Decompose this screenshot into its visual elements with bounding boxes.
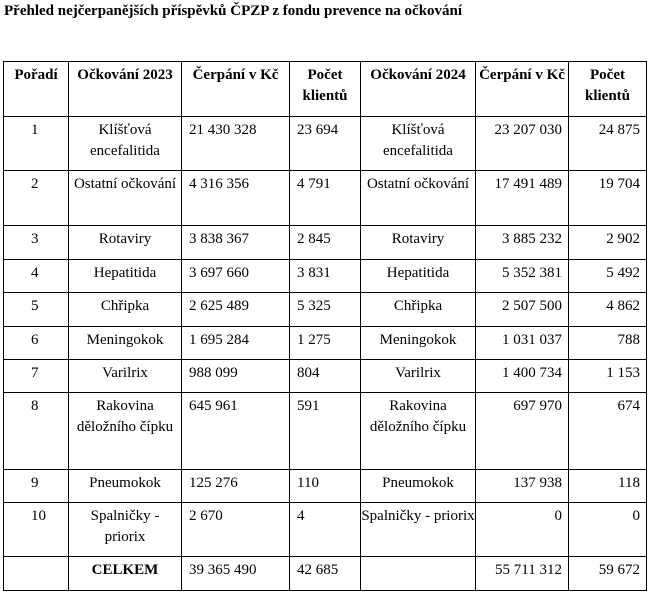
- rank-cell: 4: [4, 260, 69, 293]
- clients-2024-cell: 4 862: [569, 293, 647, 327]
- total-clients-2023: 42 685: [290, 557, 361, 591]
- clients-2024-cell: 674: [569, 393, 647, 470]
- rank-cell: 1: [4, 117, 69, 171]
- vacc-2024-cell: Spalničky - priorix: [361, 503, 476, 557]
- clients-2023-cell: 4: [290, 503, 361, 557]
- header-vacc-2024: Očkování 2024: [361, 62, 476, 117]
- vacc-2024-cell: Pneumokok: [361, 470, 476, 503]
- header-vacc-2023: Očkování 2023: [69, 62, 182, 117]
- draw-2024-cell: 2 507 500: [476, 293, 569, 327]
- draw-2023-cell: 4 316 356: [182, 171, 290, 226]
- vaccination-table: [3, 61, 647, 591]
- clients-2023-cell: 23 694: [290, 117, 361, 171]
- total-label: CELKEM: [69, 557, 182, 591]
- vacc-2024-cell: Varilrix: [361, 360, 476, 393]
- clients-2024-cell: 19 704: [569, 171, 647, 226]
- total-clients-2024: 59 672: [569, 557, 647, 591]
- total-vacc-2024-cell: [361, 557, 476, 591]
- clients-2024-cell: 788: [569, 327, 647, 360]
- draw-2024-cell: 3 885 232: [476, 226, 569, 260]
- clients-2023-cell: 110: [290, 470, 361, 503]
- vacc-2023-cell: Pneumokok: [69, 470, 182, 503]
- rank-cell: 3: [4, 226, 69, 260]
- clients-2024-cell: 1 153: [569, 360, 647, 393]
- rank-cell: 2: [4, 171, 69, 226]
- total-draw-2023: 39 365 490: [182, 557, 290, 591]
- vacc-2024-cell: Ostatní očkování: [361, 171, 476, 226]
- draw-2024-cell: 23 207 030: [476, 117, 569, 171]
- vacc-2023-cell: Chřipka: [69, 293, 182, 327]
- table-row: [4, 293, 647, 327]
- vacc-2024-cell: Rakovina děložního čípku: [361, 393, 476, 470]
- page-title: Přehled nejčerpanějších příspěvků ČPZP z fondu prevence na očkování: [4, 3, 463, 19]
- vacc-2023-cell: Rotaviry: [69, 226, 182, 260]
- clients-2023-cell: 804: [290, 360, 361, 393]
- clients-2023-cell: 591: [290, 393, 361, 470]
- vacc-2023-cell: Klíšťová encefalitida: [69, 117, 182, 171]
- vacc-2024-cell: Hepatitida: [361, 260, 476, 293]
- draw-2024-cell: 5 352 381: [476, 260, 569, 293]
- total-row: [4, 557, 647, 591]
- vacc-2023-cell: Varilrix: [69, 360, 182, 393]
- table-row: [4, 503, 647, 557]
- table-row: [4, 360, 647, 393]
- rank-cell: 9: [4, 470, 69, 503]
- table-row: [4, 226, 647, 260]
- rank-cell: 10: [4, 503, 69, 557]
- draw-2024-cell: 137 938: [476, 470, 569, 503]
- draw-2024-cell: 17 491 489: [476, 171, 569, 226]
- draw-2024-cell: 1 400 734: [476, 360, 569, 393]
- draw-2023-cell: 3 838 367: [182, 226, 290, 260]
- clients-2024-cell: 118: [569, 470, 647, 503]
- header-draw-2024: Čerpání v Kč: [476, 62, 569, 117]
- vacc-2023-cell: Ostatní očkování: [69, 171, 182, 226]
- draw-2023-cell: 125 276: [182, 470, 290, 503]
- header-clients-2024: Počet klientů: [569, 62, 647, 117]
- vacc-2023-cell: Rakovina děložního čípku: [69, 393, 182, 470]
- draw-2023-cell: 3 697 660: [182, 260, 290, 293]
- header-row: [4, 62, 647, 117]
- draw-2023-cell: 645 961: [182, 393, 290, 470]
- rank-cell: 7: [4, 360, 69, 393]
- vacc-2024-cell: Meningokok: [361, 327, 476, 360]
- table-row: [4, 393, 647, 470]
- clients-2023-cell: 5 325: [290, 293, 361, 327]
- draw-2024-cell: 0: [476, 503, 569, 557]
- vacc-2024-cell: Rotaviry: [361, 226, 476, 260]
- header-draw-2023: Čerpání v Kč: [182, 62, 290, 117]
- vacc-2023-cell: Hepatitida: [69, 260, 182, 293]
- draw-2024-cell: 697 970: [476, 393, 569, 470]
- clients-2023-cell: 2 845: [290, 226, 361, 260]
- clients-2023-cell: 3 831: [290, 260, 361, 293]
- header-rank: Pořadí: [4, 62, 69, 117]
- table-row: [4, 327, 647, 360]
- vacc-2023-cell: Spalničky - priorix: [69, 503, 182, 557]
- draw-2023-cell: 988 099: [182, 360, 290, 393]
- clients-2024-cell: 2 902: [569, 226, 647, 260]
- draw-2023-cell: 2 625 489: [182, 293, 290, 327]
- rank-cell: 8: [4, 393, 69, 470]
- clients-2023-cell: 1 275: [290, 327, 361, 360]
- vacc-2024-cell: Chřipka: [361, 293, 476, 327]
- clients-2024-cell: 5 492: [569, 260, 647, 293]
- clients-2024-cell: 24 875: [569, 117, 647, 171]
- vacc-2023-cell: Meningokok: [69, 327, 182, 360]
- clients-2024-cell: 0: [569, 503, 647, 557]
- rank-cell: 6: [4, 327, 69, 360]
- table-row: [4, 470, 647, 503]
- header-clients-2023: Počet klientů: [290, 62, 361, 117]
- table-row: [4, 171, 647, 226]
- draw-2024-cell: 1 031 037: [476, 327, 569, 360]
- draw-2023-cell: 2 670: [182, 503, 290, 557]
- draw-2023-cell: 1 695 284: [182, 327, 290, 360]
- table-row: [4, 117, 647, 171]
- rank-cell: 5: [4, 293, 69, 327]
- draw-2023-cell: 21 430 328: [182, 117, 290, 171]
- total-rank-cell: [4, 557, 69, 591]
- vacc-2024-cell: Klíšťová encefalitida: [361, 117, 476, 171]
- table-row: [4, 260, 647, 293]
- clients-2023-cell: 4 791: [290, 171, 361, 226]
- total-draw-2024: 55 711 312: [476, 557, 569, 591]
